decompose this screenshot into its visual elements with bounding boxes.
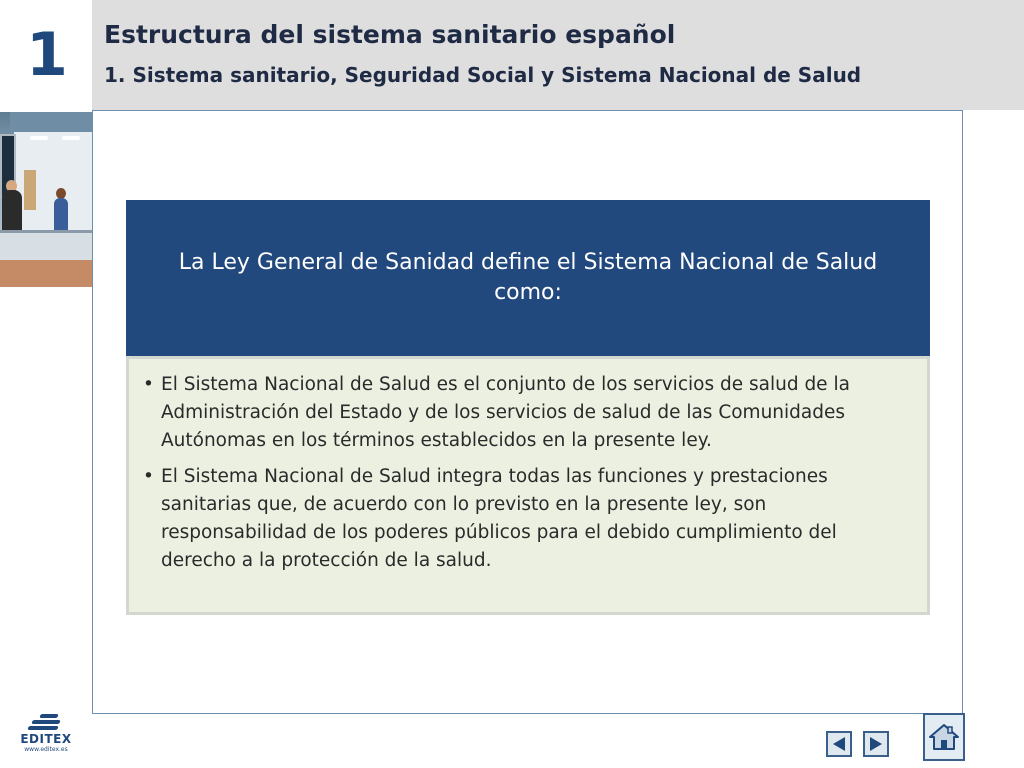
photo-ceiling-light [62,136,80,140]
card-heading: La Ley General de Sanidad define el Sistema Nacional de Salud como: [178,250,878,305]
home-button[interactable] [923,713,965,761]
previous-slide-button[interactable] [826,731,852,757]
next-slide-button[interactable] [863,731,889,757]
page-title: Estructura del sistema sanitario español [104,20,676,49]
definition-card [126,200,930,615]
photo-floor [0,260,92,287]
bullet-icon: • [143,466,154,487]
list-item [143,463,897,575]
house-icon [928,721,960,753]
photo-ceiling [10,112,92,134]
card-header [126,200,930,356]
list-item-text: El Sistema Nacional de Salud es el conjunto de los servicios de salud de la Administración del Estado y de los servicios de salud de las Comunidades Autónomas en los términos establecidos en la presente ley. [161,374,850,451]
logo-url: www.editex.es [24,746,68,753]
triangle-right-icon [867,735,885,753]
photo-ceiling-light [30,136,48,140]
chapter-number: 1 [26,20,66,90]
logo-text: EDITEX [20,732,72,746]
reception-photo [0,112,92,287]
card-body [126,356,930,615]
photo-person [54,198,68,234]
chapter-badge [0,0,92,110]
photo-reception-counter [0,230,92,263]
bullet-icon: • [143,374,154,395]
photo-shelf [24,170,36,210]
header-band [92,0,1024,110]
editex-logo [16,712,76,760]
list-item [143,371,897,455]
page-subtitle: 1. Sistema sanitario, Seguridad Social y Sistema Nacional de Salud [104,63,862,87]
definition-list [143,371,897,575]
list-item-text: El Sistema Nacional de Salud integra todas las funciones y prestaciones sanitarias que, de acuerdo con lo previsto en la presente ley, son responsabilidad de los poderes públicos para el debido cumplimiento del derecho a la protección de la salud. [161,466,837,571]
triangle-left-icon [830,735,848,753]
editex-logo-icon [26,712,66,732]
